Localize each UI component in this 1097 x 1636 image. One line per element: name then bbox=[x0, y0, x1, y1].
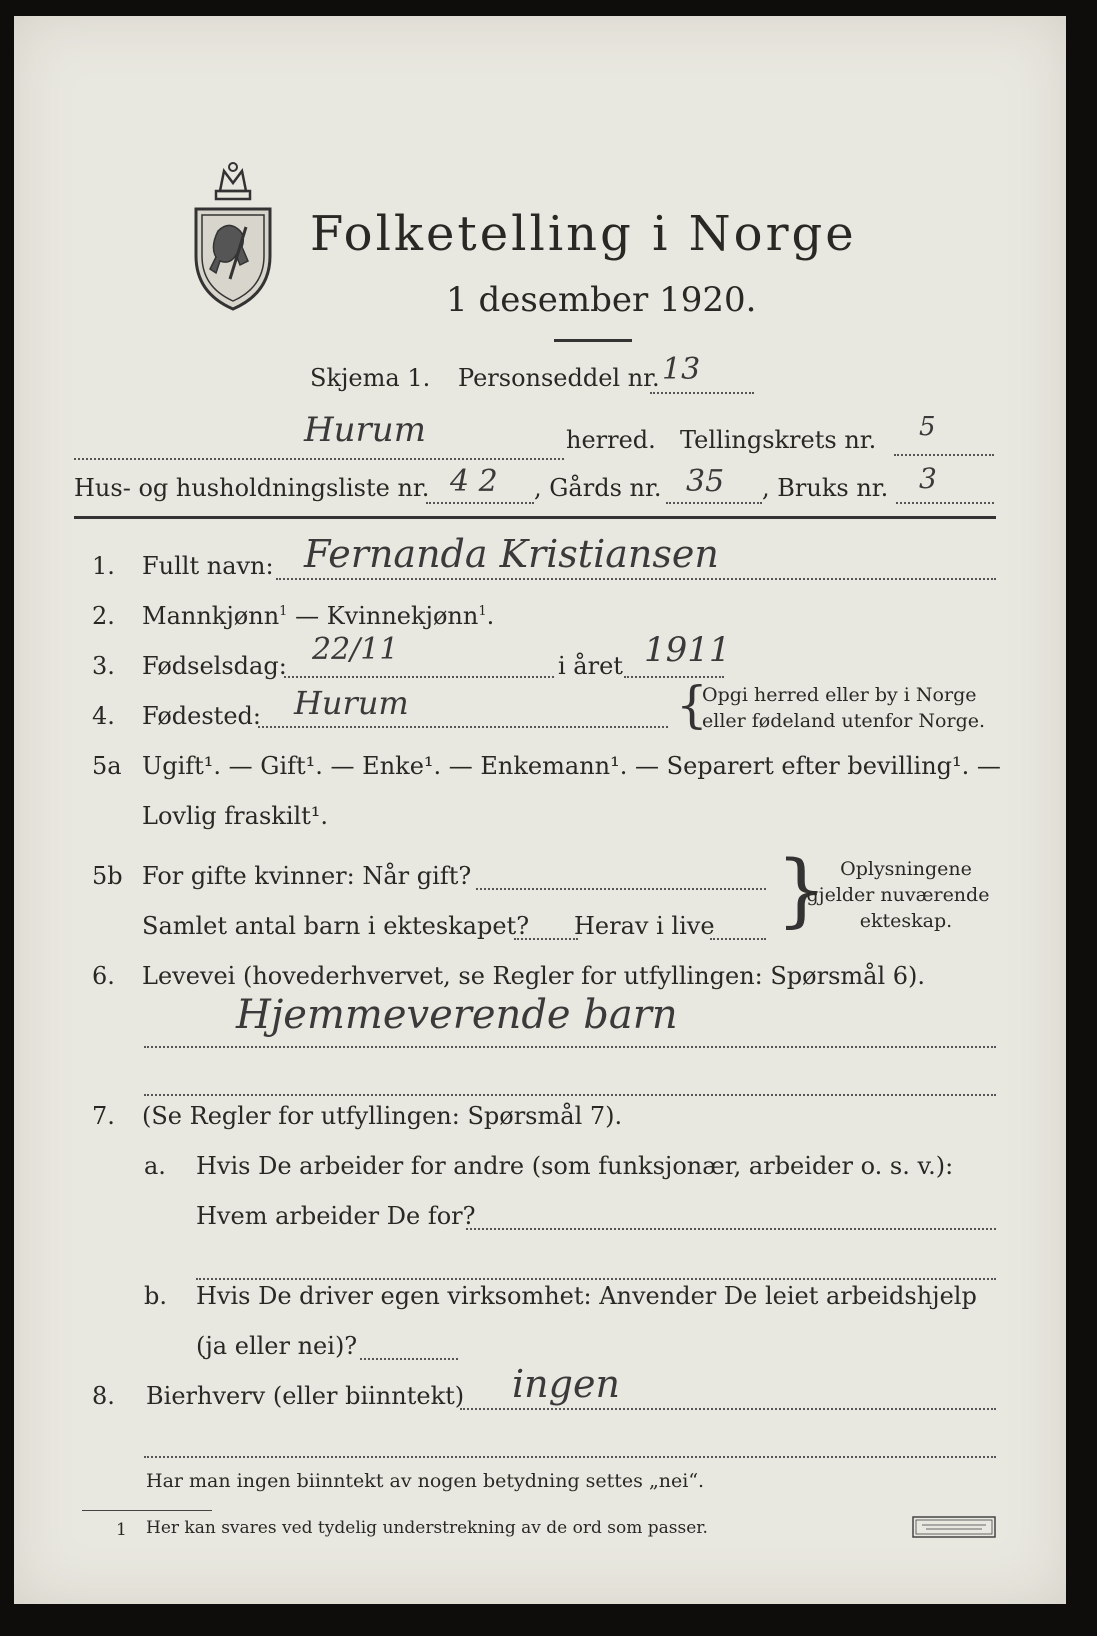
bruks-label: , Bruks nr. bbox=[762, 474, 889, 502]
q8-note: Har man ingen biinntekt av nogen betydning settes „nei“. bbox=[146, 1470, 705, 1492]
q4-brace: { bbox=[676, 676, 708, 734]
krets-value: 5 bbox=[919, 412, 936, 442]
q1-label: Fullt navn: bbox=[142, 552, 274, 580]
q7b-letter: b. bbox=[144, 1282, 167, 1310]
q5b-number: 5b bbox=[92, 862, 123, 890]
q2-kvinne-sup: 1 bbox=[478, 604, 487, 619]
q5b-line-2b: Herav i live bbox=[574, 912, 715, 940]
gards-value: 35 bbox=[686, 464, 725, 499]
municipality-value: Hurum bbox=[304, 410, 426, 450]
q2-separator: — bbox=[287, 602, 327, 630]
q4-label: Fødested: bbox=[142, 702, 261, 730]
footnote-rule bbox=[82, 1510, 212, 1511]
q7b-line-2: (ja eller nei)? bbox=[196, 1332, 358, 1360]
q7a-line-1: Hvis De arbeider for andre (som funksjonær, arbeider o. s. v.): bbox=[196, 1152, 954, 1180]
census-form bbox=[14, 16, 1066, 1604]
footnote-mark: 1 bbox=[116, 1520, 127, 1540]
q8-value: ingen bbox=[512, 1362, 620, 1406]
q2-mann: Mannkjønn bbox=[142, 602, 280, 630]
liste-line bbox=[426, 502, 534, 504]
q3-line bbox=[284, 676, 554, 678]
coat-of-arms-icon bbox=[190, 161, 276, 311]
q5b-note-3: ekteskap. bbox=[859, 910, 953, 932]
printer-stamp-icon bbox=[912, 1516, 996, 1538]
q5b-line-2a: Samlet antal barn i ekteskapet? bbox=[142, 912, 530, 940]
liste-value: 4 2 bbox=[450, 464, 498, 499]
krets-line bbox=[894, 454, 994, 456]
q6-line-1 bbox=[144, 1046, 996, 1048]
q1-value: Fernanda Kristiansen bbox=[304, 532, 719, 576]
bruks-value: 3 bbox=[919, 462, 937, 495]
q5a-line-1: Ugift¹. — Gift¹. — Enke¹. — Enkemann¹. — Separert efter bevilling¹. — bbox=[142, 752, 1001, 780]
personseddel-label: Personseddel nr. bbox=[458, 364, 660, 392]
header-divider bbox=[74, 516, 996, 519]
q8-label: Bierhverv (eller biinntekt) bbox=[146, 1382, 465, 1410]
q8-line-1 bbox=[460, 1408, 996, 1410]
q5b-married-line bbox=[476, 888, 766, 890]
q8-line-2 bbox=[144, 1456, 996, 1458]
personseddel-line bbox=[650, 392, 754, 394]
q2-options bbox=[142, 602, 494, 630]
gards-line bbox=[666, 502, 762, 504]
q4-value: Hurum bbox=[294, 684, 409, 722]
gards-label: , Gårds nr. bbox=[534, 474, 662, 502]
q3-value: 22/11 bbox=[312, 632, 399, 667]
krets-label: Tellingskrets nr. bbox=[680, 426, 877, 454]
q2-mann-sup: 1 bbox=[279, 604, 288, 619]
q2-end: . bbox=[486, 602, 495, 630]
q6-line-2 bbox=[144, 1094, 996, 1096]
footnote-text: Her kan svares ved tydelig understrekning av de ord som passer. bbox=[146, 1518, 708, 1538]
q7a-line-2: Hvem arbeider De for? bbox=[196, 1202, 476, 1230]
q6-value: Hjemmeverende barn bbox=[236, 992, 678, 1038]
q5b-children-line bbox=[514, 938, 578, 940]
schema-label: Skjema 1. bbox=[310, 364, 431, 392]
q5a-number: 5a bbox=[92, 752, 122, 780]
q5b-alive-line bbox=[710, 938, 766, 940]
q1-number: 1. bbox=[92, 552, 115, 580]
q4-note-1: Opgi herred eller by i Norge bbox=[702, 684, 977, 706]
q5a-line-2: Lovlig fraskilt¹. bbox=[142, 802, 329, 830]
q6-number: 6. bbox=[92, 962, 115, 990]
liste-label: Hus- og husholdningsliste nr. bbox=[74, 474, 430, 502]
q7-label: (Se Regler for utfyllingen: Spørsmål 7). bbox=[142, 1102, 623, 1130]
personseddel-value: 13 bbox=[662, 352, 701, 387]
herred-label: herred. bbox=[566, 426, 656, 454]
q2-kvinne: Kvinnekjønn bbox=[326, 602, 479, 630]
form-title: Folketelling i Norge bbox=[310, 206, 857, 262]
q7a-answer-line-2 bbox=[196, 1278, 996, 1280]
form-date: 1 desember 1920. bbox=[446, 280, 757, 320]
q3-year-line bbox=[624, 676, 724, 678]
bruks-line bbox=[896, 502, 994, 504]
q1-line bbox=[276, 578, 996, 580]
q5b-note-2: gjelder nuværende bbox=[806, 884, 990, 906]
q7b-line-1: Hvis De driver egen virksomhet: Anvender De leiet arbeidshjelp bbox=[196, 1282, 977, 1310]
q5b-brace: } bbox=[776, 843, 827, 936]
q7a-answer-line-1 bbox=[466, 1228, 996, 1230]
q3-year-label: i året bbox=[558, 652, 623, 680]
q8-number: 8. bbox=[92, 1382, 115, 1410]
q2-number: 2. bbox=[92, 602, 115, 630]
q3-year-value: 1911 bbox=[644, 630, 731, 670]
q3-label: Fødselsdag: bbox=[142, 652, 287, 680]
q4-line bbox=[258, 726, 668, 728]
title-divider bbox=[554, 339, 632, 342]
q7a-letter: a. bbox=[144, 1152, 166, 1180]
q3-number: 3. bbox=[92, 652, 115, 680]
municipality-line bbox=[74, 458, 564, 460]
q6-label: Levevei (hovederhvervet, se Regler for utfyllingen: Spørsmål 6). bbox=[142, 962, 926, 990]
q5b-note-1: Oplysningene bbox=[840, 858, 972, 880]
q4-number: 4. bbox=[92, 702, 115, 730]
q4-note-2: eller fødeland utenfor Norge. bbox=[702, 710, 986, 732]
q7b-answer-line bbox=[360, 1358, 458, 1360]
q7-number: 7. bbox=[92, 1102, 115, 1130]
q5b-line-1: For gifte kvinner: Når gift? bbox=[142, 862, 472, 890]
